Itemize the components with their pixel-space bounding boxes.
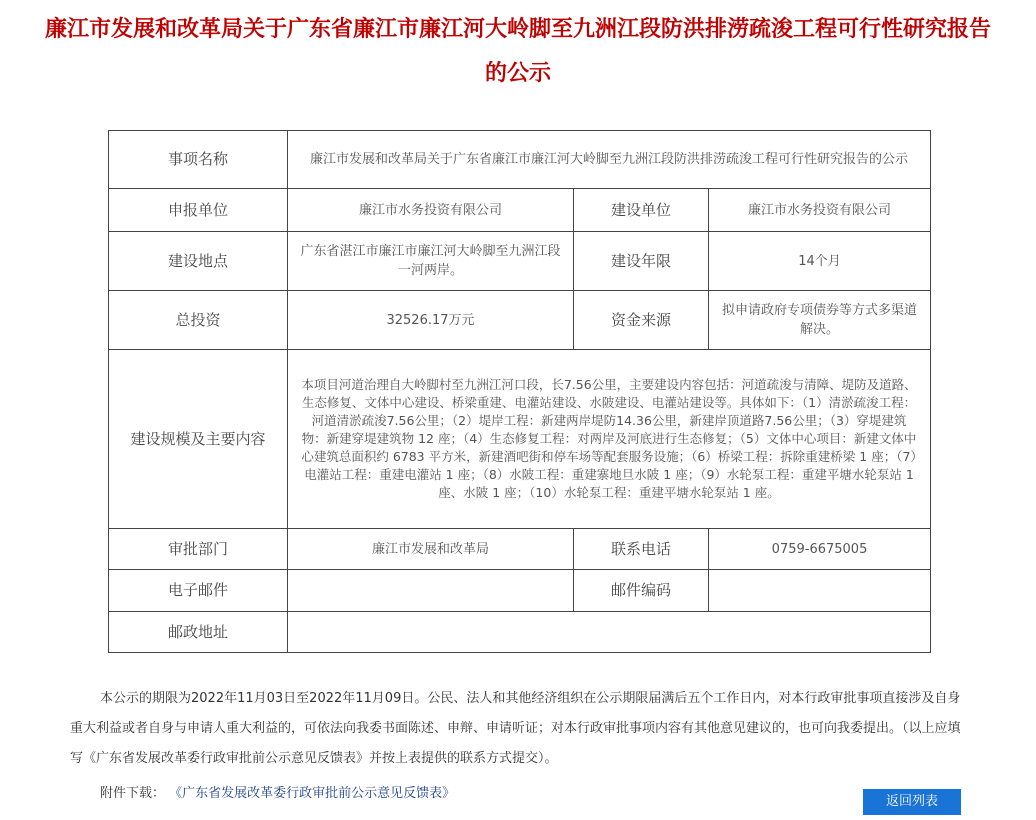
notice-text: 本公示的期限为2022年11月03日至2022年11月09日。公民、法人和其他经济组织在公示期限届满后五个工作日内，对本行政审批事项直接涉及自身重大利益或者自身与申请人重大利益的，可依法向我委书面陈述、申辩、申请听证；对本行政审批事项内容有其他意见建议的，也可向我委提出。（以上应填写《广东省发展改革委行政审批前公示意见反馈表》并按上表提供的联系方式提交）。 [70, 691, 961, 766]
info-table [108, 130, 931, 653]
address-value [288, 612, 931, 653]
table-row [109, 529, 931, 570]
table-row [109, 131, 931, 189]
table-row [109, 291, 931, 350]
page-title [0, 8, 1036, 96]
table-row [109, 189, 931, 232]
postcode-label: 邮件编码 [574, 570, 709, 612]
investment-label: 总投资 [109, 291, 288, 350]
location-value: 广东省湛江市廉江市廉江河大岭脚至九洲江段一河两岸。 [288, 232, 574, 291]
address-label: 邮政地址 [109, 612, 288, 653]
location-label: 建设地点 [109, 232, 288, 291]
email-label: 电子邮件 [109, 570, 288, 612]
funding-value: 拟申请政府专项债券等方式多渠道解决。 [709, 291, 931, 350]
builder-value: 廉江市水务投资有限公司 [709, 189, 931, 232]
title-line-1: 廉江市发展和改革局关于广东省廉江市廉江河大岭脚至九洲江段防洪排涝疏浚工程可行性研究报告 [44, 17, 991, 42]
attachment-row [100, 782, 455, 801]
funding-label: 资金来源 [574, 291, 709, 350]
table-row [109, 612, 931, 653]
approver-value: 廉江市发展和改革局 [288, 529, 574, 570]
back-to-list-button[interactable]: 返回列表 [863, 789, 961, 815]
attachment-link[interactable]: 《广东省发展改革委行政审批前公示意见反馈表》 [169, 786, 456, 801]
email-value [288, 570, 574, 612]
table-row [109, 570, 931, 612]
period-value: 14个月 [709, 232, 931, 291]
phone-value: 0759-6675005 [709, 529, 931, 570]
applicant-label: 申报单位 [109, 189, 288, 232]
approver-label: 审批部门 [109, 529, 288, 570]
phone-label: 联系电话 [574, 529, 709, 570]
applicant-value: 廉江市水务投资有限公司 [288, 189, 574, 232]
builder-label: 建设单位 [574, 189, 709, 232]
attachment-label: 附件下载： [100, 786, 166, 801]
scale-label: 建设规模及主要内容 [109, 350, 288, 529]
project-name-label: 事项名称 [109, 131, 288, 189]
project-name-value: 廉江市发展和改革局关于广东省廉江市廉江河大岭脚至九洲江段防洪排涝疏浚工程可行性研究报告的公示 [288, 131, 931, 189]
scale-value: 本项目河道治理自大岭脚村至九洲江河口段，长7.56公里，主要建设内容包括：河道疏浚与清障、堤防及道路、生态修复、文体中心建设、桥梁重建、电灌站建设、水陂建设、电灌站建设等。具体如下：（1）清淤疏浚工程：河道清淤疏浚7.56公里；（2）堤岸工程：新建两岸堤防14.36公里，新建岸顶道路7.56公里；（3）穿堤建筑物：新建穿堤建筑物 12 座；（4）生态修复工程：对两岸及河底进行生态修复；（5）文体中心项目：新建文体中心建筑总面积约 6783 平方米，新建酒吧街和停车场等配套服务设施；（6）桥梁工程：拆除重建桥梁 1 座；（7）电灌站工程：重建电灌站 1 座；（8）水陂工程：重建寨地旦水陂 1 座；（9）水轮泵工程：重建平塘水轮泵站 1 座、水陂 1 座；（10）水轮泵工程：重建平塘水轮泵站 1 座。 [288, 350, 931, 529]
title-line-2: 的公示 [484, 61, 551, 86]
postcode-value [709, 570, 931, 612]
table-row [109, 232, 931, 291]
table-row [109, 350, 931, 529]
period-label: 建设年限 [574, 232, 709, 291]
investment-value: 32526.17万元 [288, 291, 574, 350]
